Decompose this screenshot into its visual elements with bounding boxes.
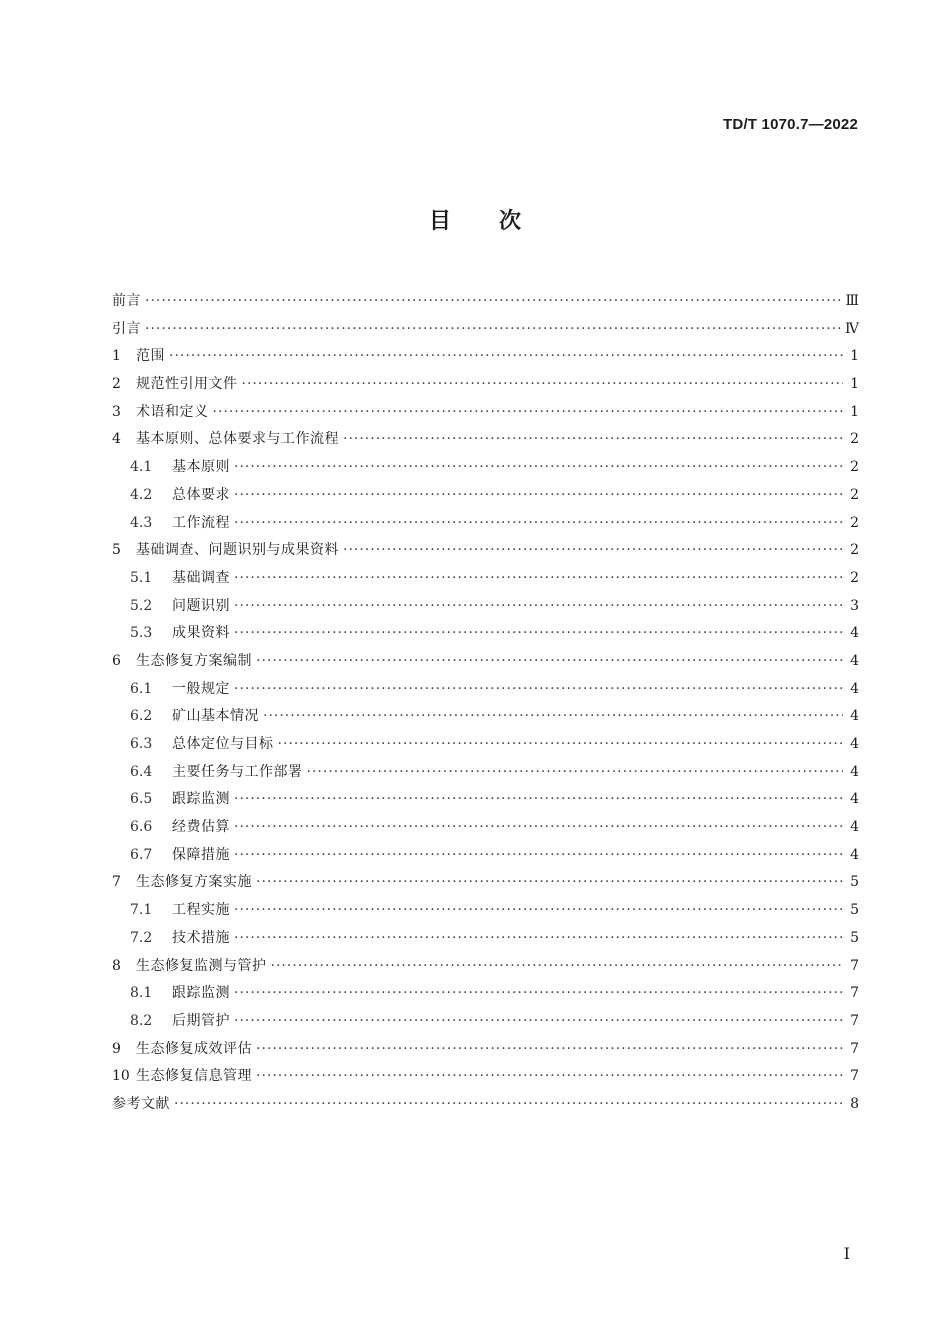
toc-entry-page: 4	[850, 736, 859, 752]
toc-entry[interactable]	[112, 593, 859, 621]
toc-entry-page: 8	[850, 1095, 859, 1112]
toc-leader-dots	[343, 537, 843, 565]
toc-entry-label: 一般规定	[172, 680, 230, 697]
toc-entry-label: 生态修复信息管理	[136, 1068, 252, 1085]
toc-entry-page: 4	[850, 708, 859, 725]
toc-entry-number: 3	[112, 403, 121, 420]
toc-entry-label: 经费估算	[172, 819, 230, 836]
toc-leader-dots	[234, 593, 843, 621]
toc-entry[interactable]	[112, 343, 859, 371]
toc-entry[interactable]	[112, 703, 859, 731]
toc-entry[interactable]	[112, 1036, 859, 1064]
toc-entry-number: 5.3	[130, 625, 153, 642]
toc-entry-label: 生态修复方案实施	[136, 874, 252, 891]
toc-entry[interactable]	[112, 1091, 859, 1119]
toc-entry-page: 1	[850, 376, 859, 393]
toc-leader-dots	[234, 620, 843, 648]
toc-entry-number: 6.2	[130, 708, 153, 725]
toc-entry-number: 6.1	[130, 680, 153, 697]
toc-entry[interactable]	[112, 1063, 859, 1091]
toc-entry-number: 8.2	[130, 1012, 153, 1029]
toc-entry-number: 6.7	[130, 846, 153, 863]
toc-leader-dots	[145, 316, 841, 344]
toc-entry-page: 5	[850, 929, 859, 946]
toc-entry-label: 前言	[112, 293, 141, 309]
toc-entry-label: 总体要求	[172, 486, 230, 503]
toc-entry-label: 术语和定义	[136, 403, 209, 420]
toc-leader-dots	[234, 897, 843, 925]
toc-entry-label: 基本原则、总体要求与工作流程	[136, 431, 339, 448]
toc-entry-page: 2	[850, 431, 859, 448]
toc-entry-page: 7	[850, 985, 859, 1002]
toc-entry-label: 引言	[112, 320, 141, 337]
toc-entry[interactable]	[112, 759, 859, 787]
toc-leader-dots	[234, 454, 843, 482]
toc-entry[interactable]	[112, 953, 859, 981]
toc-leader-dots	[256, 1036, 843, 1064]
toc-entry[interactable]	[112, 537, 859, 565]
toc-entry-label: 生态修复方案编制	[136, 652, 252, 669]
toc-entry-number: 4.3	[130, 514, 153, 531]
toc-entry-number: 8.1	[130, 985, 153, 1002]
toc-entry-page: 2	[850, 486, 859, 503]
toc-entry[interactable]	[112, 482, 859, 510]
toc-leader-dots	[271, 953, 844, 981]
toc-leader-dots	[234, 510, 843, 538]
toc-leader-dots	[307, 759, 844, 787]
toc-leader-dots	[242, 371, 844, 399]
toc-leader-dots	[169, 343, 843, 371]
page-number: I	[843, 1244, 850, 1263]
toc-entry-page: 7	[850, 1040, 859, 1057]
toc-entry[interactable]	[112, 426, 859, 454]
toc-entry-page: 7	[850, 957, 859, 974]
toc-entry-number: 7.1	[130, 902, 153, 919]
toc-entry[interactable]	[112, 288, 859, 316]
toc-entry-label: 参考文献	[112, 1095, 170, 1112]
toc-entry[interactable]	[112, 925, 859, 953]
toc-entry-label: 总体定位与目标	[172, 736, 274, 752]
toc-entry-page: 1	[850, 403, 859, 420]
toc-entry-number: 4	[112, 431, 121, 448]
toc-entry-label: 基础调查	[172, 569, 230, 586]
toc-entry[interactable]	[112, 620, 859, 648]
toc-entry[interactable]	[112, 897, 859, 925]
toc-entry-number: 6.6	[130, 819, 153, 836]
toc-leader-dots	[213, 399, 844, 427]
toc-entry[interactable]	[112, 676, 859, 704]
toc-entry-page: 4	[850, 791, 859, 808]
toc-entry-number: 4.2	[130, 486, 153, 503]
toc-entry-label: 基本原则	[172, 459, 230, 476]
toc-entry-label: 成果资料	[172, 625, 230, 642]
toc-leader-dots	[256, 1063, 843, 1091]
toc-entry-page: Ⅳ	[845, 320, 859, 337]
toc-entry-page: 4	[850, 819, 859, 836]
toc-entry[interactable]	[112, 842, 859, 870]
toc-leader-dots	[234, 925, 843, 953]
toc-entry[interactable]	[112, 869, 859, 897]
toc-entry-page: 2	[850, 542, 859, 559]
toc-entry-number: 6	[112, 652, 121, 669]
toc-entry-number: 5	[112, 542, 121, 559]
page-title: 目次	[428, 208, 569, 234]
toc-leader-dots	[234, 842, 843, 870]
toc-entry-page: 5	[850, 902, 859, 919]
toc-entry-label: 技术措施	[172, 929, 230, 946]
toc-leader-dots	[145, 288, 841, 316]
toc-entry[interactable]	[112, 565, 859, 593]
toc-entry-page: 4	[850, 652, 859, 669]
toc-entry-page: 4	[850, 763, 859, 780]
toc-entry-label: 工程实施	[172, 902, 230, 919]
toc-entry-label: 生态修复成效评估	[136, 1040, 252, 1057]
toc-entry[interactable]	[112, 1008, 859, 1036]
toc-entry-page: 3	[850, 597, 859, 614]
toc-entry[interactable]	[112, 731, 859, 759]
toc-leader-dots	[343, 426, 843, 454]
toc-entry-number: 9	[112, 1040, 121, 1057]
toc-leader-dots	[234, 482, 843, 510]
toc-leader-dots	[234, 565, 843, 593]
toc-entry-number: 6.4	[130, 763, 153, 780]
toc-entry[interactable]	[112, 371, 859, 399]
toc-leader-dots	[278, 731, 844, 759]
toc-leader-dots	[234, 1008, 843, 1036]
toc-entry-label: 范围	[136, 348, 165, 365]
toc-entry[interactable]	[112, 648, 859, 676]
toc-entry-number: 5.2	[130, 597, 153, 614]
toc-entry-label: 跟踪监测	[172, 985, 230, 1002]
standard-code: TD/T 1070.7—2022	[723, 116, 858, 133]
toc-entry-page: 7	[850, 1068, 859, 1085]
toc-entry-label: 规范性引用文件	[136, 376, 238, 393]
toc-entry[interactable]	[112, 454, 859, 482]
toc-entry-label: 生态修复监测与管护	[136, 957, 267, 974]
toc-entry-page: 4	[850, 680, 859, 697]
toc-entry-number: 5.1	[130, 569, 153, 586]
toc-leader-dots	[256, 648, 843, 676]
toc-entry-number: 7.2	[130, 929, 153, 946]
toc-entry[interactable]	[112, 786, 859, 814]
toc-entry-number: 8	[112, 957, 121, 974]
toc-entry[interactable]	[112, 814, 859, 842]
toc-entry[interactable]	[112, 316, 859, 344]
toc-entry-page: 1	[850, 348, 859, 365]
toc-entry-number: 10	[112, 1068, 130, 1085]
toc-entry-number: 6.5	[130, 791, 153, 808]
table-of-contents	[112, 288, 859, 1119]
toc-entry-page: 4	[850, 846, 859, 863]
toc-entry-page: 2	[850, 569, 859, 586]
toc-leader-dots	[234, 786, 843, 814]
toc-entry-number: 4.1	[130, 459, 153, 476]
toc-entry-page: 5	[850, 874, 859, 891]
toc-leader-dots	[234, 980, 843, 1008]
toc-entry-label: 工作流程	[172, 514, 230, 531]
toc-entry-label: 矿山基本情况	[172, 708, 259, 725]
toc-entry-page: Ⅲ	[845, 293, 859, 309]
toc-leader-dots	[263, 703, 843, 731]
toc-leader-dots	[234, 676, 843, 704]
toc-entry-label: 保障措施	[172, 846, 230, 863]
toc-entry[interactable]	[112, 510, 859, 538]
toc-entry-page: 2	[850, 459, 859, 476]
toc-entry-number: 6.3	[130, 736, 153, 752]
toc-entry-number: 7	[112, 874, 121, 891]
toc-entry-number: 2	[112, 376, 121, 393]
toc-entry-label: 主要任务与工作部署	[172, 763, 303, 780]
toc-entry-label: 基础调查、问题识别与成果资料	[136, 542, 339, 559]
toc-entry[interactable]	[112, 980, 859, 1008]
toc-leader-dots	[234, 814, 843, 842]
toc-entry-page: 4	[850, 625, 859, 642]
toc-entry-page: 2	[850, 514, 859, 531]
toc-entry-label: 问题识别	[172, 597, 230, 614]
toc-leader-dots	[174, 1091, 843, 1119]
toc-entry-page: 7	[850, 1012, 859, 1029]
toc-entry-label: 后期管护	[172, 1012, 230, 1029]
toc-entry-number: 1	[112, 348, 121, 365]
toc-entry-label: 跟踪监测	[172, 791, 230, 808]
toc-leader-dots	[256, 869, 843, 897]
toc-entry[interactable]	[112, 399, 859, 427]
